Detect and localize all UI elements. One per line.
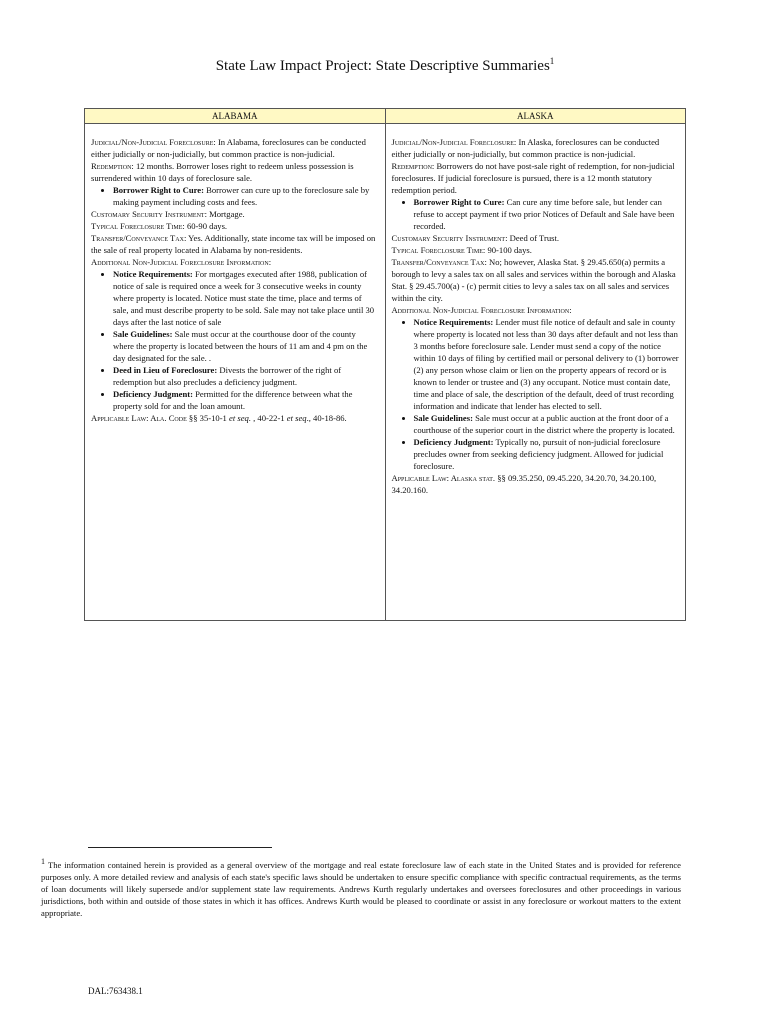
alaska-applicable-law: Applicable Law: Alaska stat. §§ 09.35.250, 09.45.220, 34.20.70, 34.20.100, 34.20.160. [391,473,657,495]
alabama-sale-guidelines: • Sale Guidelines: Sale must occur at the courthouse door of the county where the property is located between the hours of 11 am and 4 pm on the day designated for the sale. . [113,328,379,364]
footnote [41,856,681,919]
alabama-additional-heading: Additional Non-Judicial Foreclosure Information: [91,257,272,267]
alabama-deficiency-judgment: • Deficiency Judgment: Permitted for the difference between what the property sold for and the loan amount. [113,388,379,412]
alabama-heading: ALABAMA [85,109,385,124]
alabama-foreclosure-time: Typical Foreclosure Time: 60-90 days. [91,221,228,231]
alaska-column [385,109,686,620]
alabama-summary [85,124,385,428]
alaska-deficiency-judgment: • Deficiency Judgment: Typically no, pursuit of non-judicial foreclosure precludes owner from seeking deficiency judgment. Allowed for judicial foreclosure. [414,436,680,472]
alabama-notice-requirements: • Notice Requirements: For mortgages executed after 1988, publication of notice of sale is required once a week for 3 consecutive weeks in county where property is located. Notice must state the time, place and terms of sale, and must describe property to be sold. Sale may not take place until 30 days after the last notice of sale [113,268,379,328]
alaska-security-instrument: Customary Security Instrument: Deed of Trust. [391,233,560,243]
alaska-transfer-tax: Transfer/Conveyance Tax: No; however, Alaska Stat. § 29.45.650(a) permits a borough to levy a sales tax on all sales and services within the borough and Alaska Stat. § 29.45.700(a) - (c) permit cities to levy a sales tax on all sales and services within the city. [391,257,676,303]
alabama-column [85,109,385,620]
alabama-security-instrument: Customary Security Instrument: Mortgage. [91,209,245,219]
alaska-notice-requirements: • Notice Requirements: Lender must file notice of default and sale in county where property is located not less than 30 days after default and not less than 3 months before foreclosure sale. Lender must send a copy of the notice within 10 days of filing by certified mail or personal delivery to (1) borrower (2) any person whose claim or lien on the property appears of record or is known to lender or trustee and (3) any occupant. Notice must contain date, time and place of sale, the description of the default, deed of trust recording information and indicate that lender has elected to sell. [414,316,680,412]
alaska-additional-heading: Additional Non-Judicial Foreclosure Information: [391,305,572,315]
alaska-heading: ALASKA [386,109,686,124]
alabama-right-to-cure: • Borrower Right to Cure: Borrower can cure up to the foreclosure sale by making payment including costs and fees. [113,184,379,208]
alabama-redemption: Redemption: 12 months. Borrower loses right to redeem unless possession is surrendered within 10 days of foreclosure sale. [91,161,354,183]
footnote-text: The information contained herein is provided as a general overview of the mortgage and real estate foreclosure law of each state in the United States and is provided for reference purposes only. A more detailed review and analysis of each state's specific laws should be undertaken to ensure specific compliance with specific contractual requirements, as the terms of loan documents will likely supersede and/or supplement state law requirements. Andrews Kurth regularly undertakes and oversees foreclosures and other proceedings in various jurisdictions, both within and outside of those states in which it has offices. Andrews Kurth would be pleased to coordinate or assist in any foreclosure or workout matters to the extent appropriate. [41,859,681,918]
alaska-foreclosure: Judicial/Non-Judicial Foreclosure: In Alaska, foreclosures can be conducted either judicially or non-judicially, but common practice is non-judicial. [391,137,660,159]
footnote-mark: 1 [41,857,45,866]
alabama-transfer-tax: Transfer/Conveyance Tax: Yes. Additionally, state income tax will be imposed on the sale of real property located in Alabama by non-residents. [91,233,376,255]
alaska-sale-guidelines: • Sale Guidelines: Sale must occur at a public auction at the front door of a courthouse of the superior court in the district where the property is located. [414,412,680,436]
alabama-applicable-law: Applicable Law: Ala. Code §§ 35-10-1 et seq. , 40-22-1 et seq., 40-18-86. [91,413,347,423]
alabama-foreclosure: Judicial/Non-Judicial Foreclosure: In Alabama, foreclosures can be conducted either judicially or non-judicially, but common practice is non-judicial. [91,137,366,159]
document-id: DAL:763438.1 [88,986,143,996]
summary-table [84,108,686,621]
alaska-foreclosure-time: Typical Foreclosure Time: 90-100 days. [391,245,532,255]
alaska-summary [386,124,686,500]
footnote-divider [88,847,272,848]
title-footnote-mark: 1 [549,56,555,66]
page-title: State Law Impact Project: State Descriptive Summaries$^1$ [215,56,555,74]
alaska-redemption: Redemption: Borrowers do not have post-sale right of redemption, for non-judicial foreclosures. If judicial foreclosure is pursued, there is a 12 month statutory redemption period. [391,161,675,195]
alaska-right-to-cure: • Borrower Right to Cure: Can cure any time before sale, but lender can refuse to accept payment if two prior Notices of Default and Sale have been recorded. [414,196,680,232]
alabama-deed-in-lieu: • Deed in Lieu of Foreclosure: Divests the borrower of the right of redemption but also precludes a deficiency judgment. [113,364,379,388]
